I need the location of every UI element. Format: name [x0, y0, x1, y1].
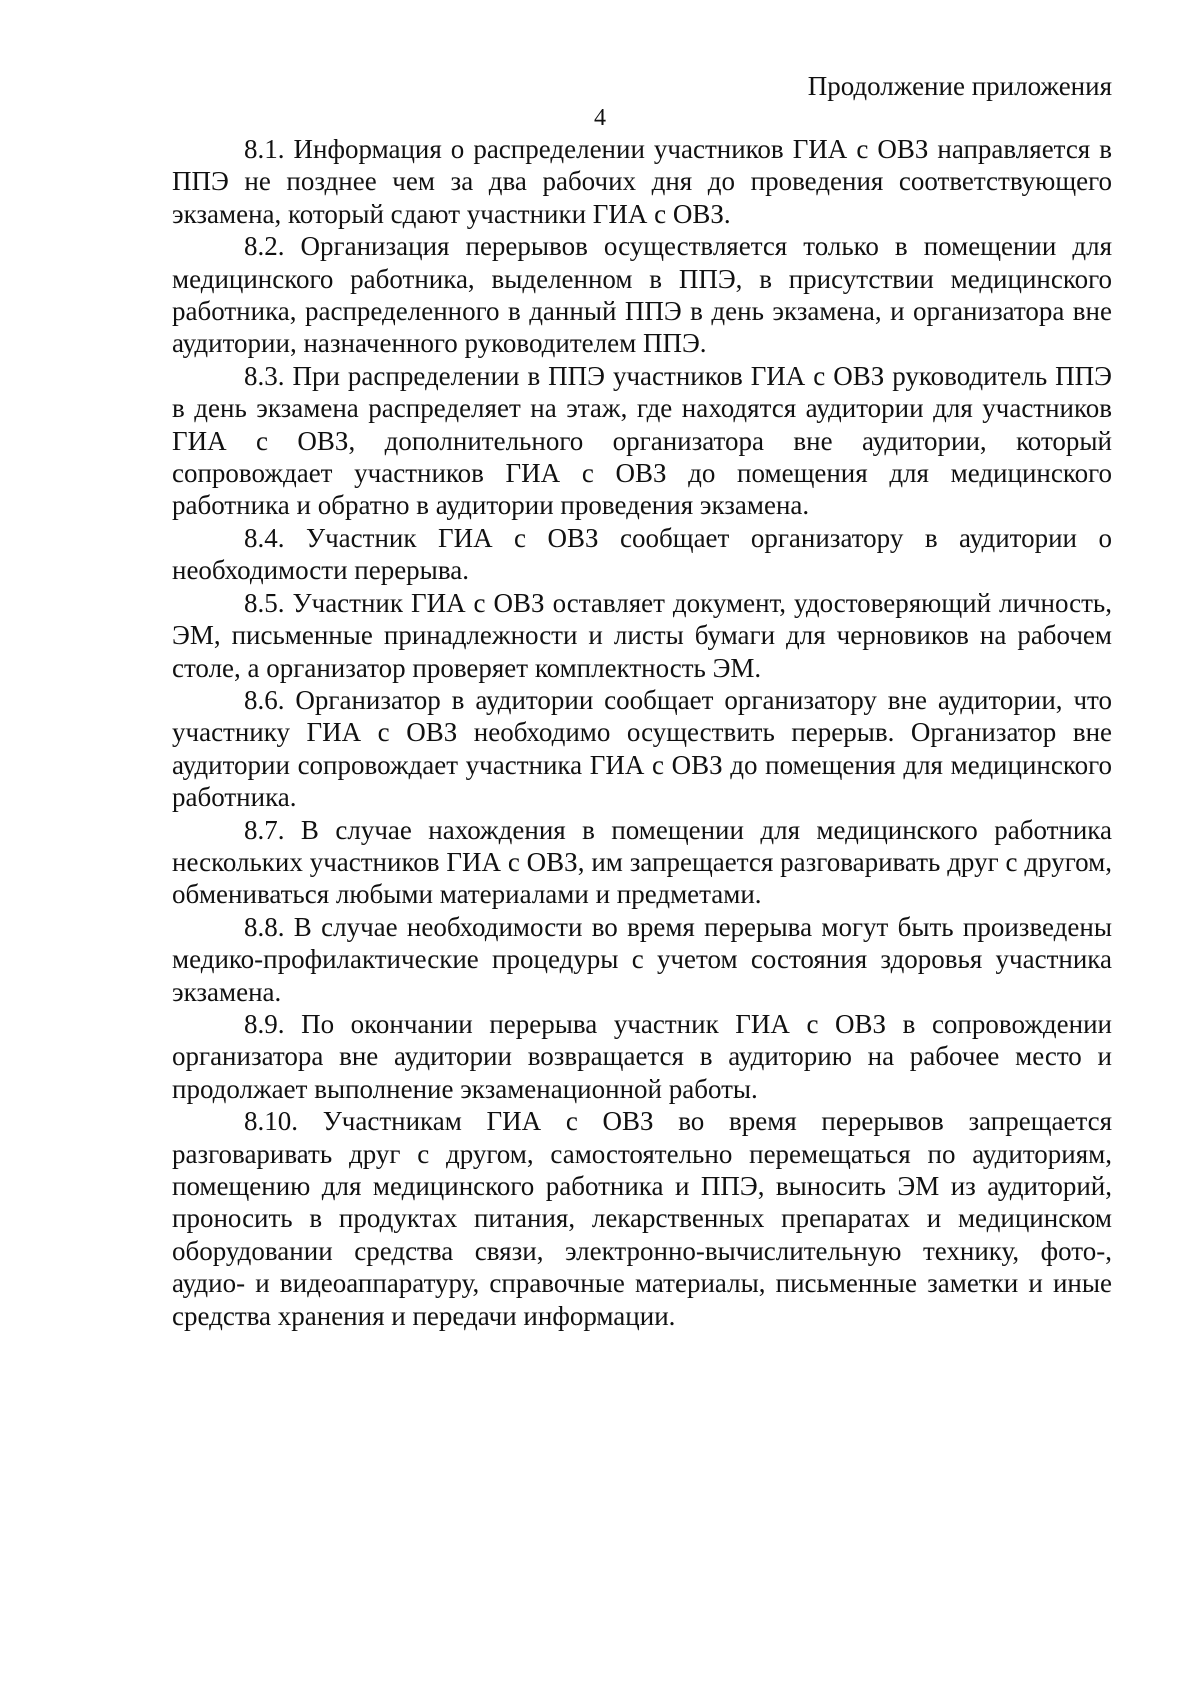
paragraph-8-8: 8.8. В случае необходимости во время перерыва могут быть произведены медико-профилактические процедуры с учетом состояния здоровья участника экзамена.	[172, 911, 1112, 1007]
paragraph-8-6: 8.6. Организатор в аудитории сообщает организатору вне аудитории, что участнику ГИА с ОВЗ необходимо осуществить перерыв. Организатор вне аудитории сопровождает участника ГИА с ОВЗ до помещения для медицинского работника.	[172, 684, 1112, 813]
paragraph-8-7: 8.7. В случае нахождения в помещении для медицинского работника нескольких участников ГИА с ОВЗ, им запрещается разговаривать друг с другом, обмениваться любыми материалами и предметами.	[172, 814, 1112, 910]
paragraph-8-10: 8.10. Участникам ГИА с ОВЗ во время перерывов запрещается разговаривать друг с другом, самостоятельно перемещаться по аудиториям, помещению для медицинского работника и ППЭ, выносить ЭМ из аудиторий, проносить в продуктах питания, лекарственных препаратах и медицинском оборудовании средства связи, электронно-вычислительную технику, фото-, аудио- и видеоаппаратуру, справочные материалы, письменные заметки и иные средства хранения и передачи информации.	[172, 1106, 1112, 1331]
appendix-continuation-header: Продолжение приложения	[807, 71, 1112, 101]
page-number: 4	[594, 105, 606, 131]
paragraph-8-1: 8.1. Информация о распределении участников ГИА с ОВЗ направляется в ППЭ не позднее чем за два рабочих дня до проведения соответствующего экзамена, который сдают участники ГИА с ОВЗ.	[172, 134, 1112, 229]
paragraph-8-2: 8.2. Организация перерывов осуществляется только в помещении для медицинского работника, выделенном в ППЭ, в присутствии медицинского работника, распределенного в данный ППЭ в день экзамена, и организатора вне аудитории, назначенного руководителем ППЭ.	[172, 231, 1112, 359]
paragraph-8-9: 8.9. По окончании перерыва участник ГИА с ОВЗ в сопровождении организатора вне аудитории возвращается в аудиторию на рабочее место и продолжает выполнение экзаменационной работы.	[172, 1008, 1112, 1104]
paragraph-8-5: 8.5. Участник ГИА с ОВЗ оставляет документ, удостоверяющий личность, ЭМ, письменные принадлежности и листы бумаги для черновиков на рабочем столе, а организатор проверяет комплектность ЭМ.	[172, 587, 1112, 683]
paragraph-8-4: 8.4. Участник ГИА с ОВЗ сообщает организатору в аудитории о необходимости перерыва.	[172, 522, 1112, 586]
document-body	[172, 133, 1112, 1332]
paragraph-8-3: 8.3. При распределении в ППЭ участников ГИА с ОВЗ руководитель ППЭ в день экзамена распределяет на этаж, где находятся аудитории для участников ГИА с ОВЗ, дополнительного организатора вне аудитории, который сопровождает участников ГИА с ОВЗ до помещения для медицинского работника и обратно в аудитории проведения экзамена.	[172, 360, 1112, 521]
